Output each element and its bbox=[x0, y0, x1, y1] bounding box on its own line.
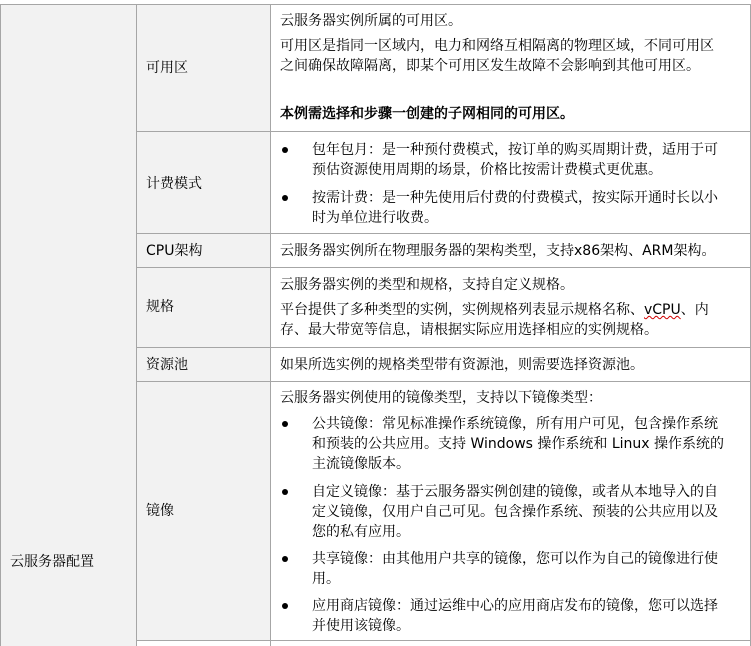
section-label: 云服务器配置 bbox=[10, 554, 94, 570]
row-label-zone: 可用区 bbox=[146, 60, 188, 76]
image-public-line1: 公共镜像：常见标准操作系统镜像，所有用户可见，包含操作系统 bbox=[312, 416, 718, 432]
billing-prepaid-line2: 预估资源使用周期的场景，价格比按需计费模式更优惠。 bbox=[312, 162, 662, 178]
spec-detail-line2: 存、最大带宽等信息，请根据实际应用选择相应的实例规格。 bbox=[280, 322, 658, 338]
row-label-image: 镜像 bbox=[146, 503, 174, 519]
bullet-icon bbox=[282, 556, 288, 562]
image-market-line2: 并使用该镜像。 bbox=[312, 618, 410, 634]
zone-desc: 云服务器实例所属的可用区。 bbox=[280, 13, 462, 29]
image-public-line2: 和预装的公共应用。支持 Windows 操作系统和 Linux 操作系统的 bbox=[312, 436, 725, 452]
border-col2 bbox=[270, 4, 271, 646]
row-label-pool: 资源池 bbox=[146, 357, 188, 373]
section-cell bbox=[0, 5, 136, 646]
zone-note: 本例需选择和步骤一创建的子网相同的可用区。 bbox=[280, 106, 574, 122]
bullet-icon bbox=[282, 603, 288, 609]
row-divider bbox=[136, 347, 751, 348]
pool-desc: 如果所选实例的规格类型带有资源池，则需要选择资源池。 bbox=[280, 357, 644, 373]
border-top bbox=[0, 4, 751, 5]
row-divider bbox=[136, 640, 751, 641]
spell-flag: vCPU bbox=[644, 302, 681, 318]
image-market-line1: 应用商店镜像：通过运维中心的应用商店发布的镜像，您可以选择 bbox=[312, 598, 718, 614]
image-custom-line3: 您的私有应用。 bbox=[312, 524, 410, 540]
bullet-icon bbox=[282, 195, 288, 201]
row-label-spec: 规格 bbox=[146, 299, 174, 315]
image-custom-line2: 定义镜像，仅用户自己可见。包含操作系统、预装的公共应用以及 bbox=[312, 504, 718, 520]
image-shared-line2: 用。 bbox=[312, 571, 340, 587]
bullet-icon bbox=[282, 489, 288, 495]
image-public-line3: 主流镜像版本。 bbox=[312, 456, 410, 472]
billing-prepaid-line1: 包年包月：是一种预付费模式，按订单的购买周期计费，适用于可 bbox=[312, 142, 718, 158]
spec-detail-line1: 平台提供了多种类型的实例，实例规格列表显示规格名称、vCPU、内 bbox=[280, 302, 709, 318]
row-divider bbox=[136, 381, 751, 382]
cpu-desc: 云服务器实例所在物理服务器的架构类型，支持x86架构、ARM架构。 bbox=[280, 243, 716, 259]
spec-desc: 云服务器实例的类型和规格，支持自定义规格。 bbox=[280, 277, 574, 293]
zone-detail-line2: 之间确保故障隔离，即某个可用区发生故障不会影响到其他可用区。 bbox=[280, 58, 700, 74]
row-divider bbox=[136, 267, 751, 268]
row-label-billing: 计费模式 bbox=[146, 176, 202, 192]
billing-ondemand-line1: 按需计费：是一种先使用后付费的付费模式，按实际开通时长以小 bbox=[312, 190, 718, 206]
border-left bbox=[0, 4, 1, 646]
image-desc: 云服务器实例使用的镜像类型，支持以下镜像类型： bbox=[280, 390, 602, 406]
row-divider bbox=[136, 131, 751, 132]
image-custom-line1: 自定义镜像：基于云服务器实例创建的镜像，或者从本地导入的自 bbox=[312, 484, 718, 500]
border-col1 bbox=[136, 4, 137, 646]
row-label-cpu: CPU架构 bbox=[146, 243, 203, 259]
bullet-icon bbox=[282, 147, 288, 153]
billing-ondemand-line2: 时为单位进行收费。 bbox=[312, 210, 438, 226]
zone-detail-line1: 可用区是指同一区域内，电力和网络互相隔离的物理区域，不同可用区 bbox=[280, 38, 714, 54]
row-divider bbox=[136, 233, 751, 234]
bullet-icon bbox=[282, 421, 288, 427]
image-shared-line1: 共享镜像：由其他用户共享的镜像，您可以作为自己的镜像进行使 bbox=[312, 551, 718, 567]
